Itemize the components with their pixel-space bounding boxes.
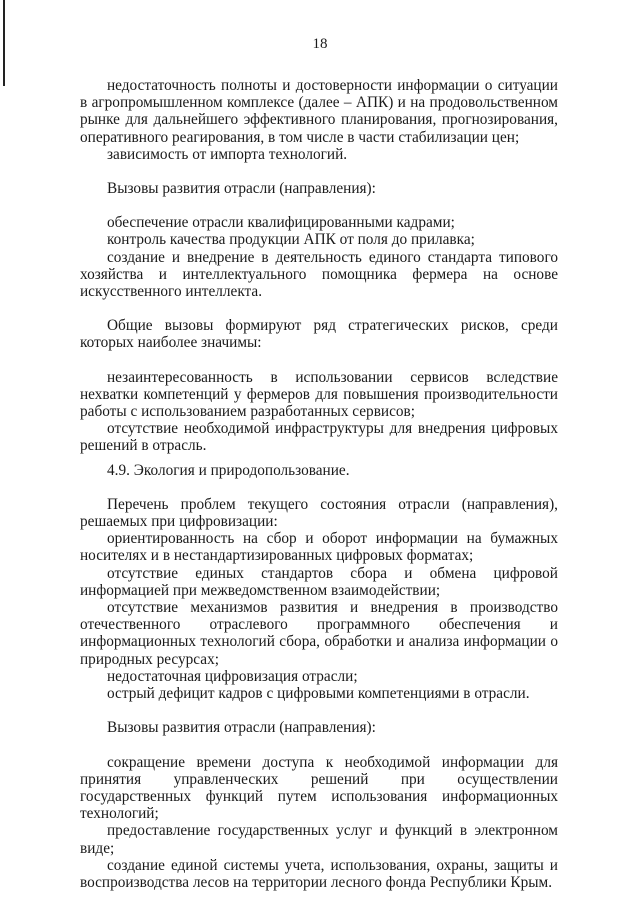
paragraph-forest-system: создание единой системы учета, использования, охраны, защиты и воспроизводства лесов на территории лесного фонда Республики Крым. [80,856,558,891]
paragraph-electronic-services: предоставление государственных услуг и функций в электронном виде; [80,822,558,857]
paragraph-qualified-staff: обеспечение отрасли квалифицированными кадрами; [107,214,455,232]
paragraph-lack-of-interest: незаинтересованность в использовании сервисов вследствие нехватки компетенций у фермеров для повышения производительности работы с использованием разработанных сервисов; [80,368,558,421]
page-number: 18 [312,36,328,52]
paragraph-insufficient-digitalization: недостаточная цифровизация отрасли; [107,667,358,685]
paragraph-problems-list: Перечень проблем текущего состояния отрасли (направления), решаемых при цифровизации: [80,495,558,531]
paragraph-paper-orientation: ориентированность на сбор и оборот информации на бумажных носителях и в нестандартизированных цифровых форматах; [80,530,558,565]
paragraph-access-time: сокращение времени доступа к необходимой информации для принятия управленческих решений при осуществлении государственных функций путем использования информационных технологий; [80,753,558,823]
section-heading-ecology: 4.9. Экология и природопользование. [107,461,350,479]
paragraph-import-dependence: зависимость от импорта технологий. [107,145,348,163]
paragraph-strategic-risks: Общие вызовы формируют ряд стратегических рисков, среди которых наиболее значимы: [80,317,558,352]
paragraph-quality-control: контроль качества продукции АПК от поля до прилавка; [107,231,475,249]
paragraph-challenges-heading: Вызовы развития отрасли (направления): [107,180,376,198]
document-body [80,77,558,891]
paragraph-lack-of-infrastructure: отсутствие необходимой инфраструктуры для внедрения цифровых решений в отрасль. [80,420,558,455]
paragraph-challenges-heading-2: Вызовы развития отрасли (направления): [107,719,376,737]
paragraph-standard-creation: создание и внедрение в деятельность единого стандарта типового хозяйства и интеллектуального помощника фермера на основе искусственного интеллекта. [80,248,558,301]
paragraph-info-insufficiency: недостаточность полноты и достоверности информации о ситуации в агропромышленном комплексе (далее – АПК) и на продовольственном рынке для дальнейшего эффективного планирования, прогнозирования, оперативного реагирования, в том числе в части стабилизации цен; [80,77,558,146]
paragraph-no-mechanisms: отсутствие механизмов развития и внедрения в производство отечественного отраслевого программного обеспечения и информационных технологий сбора, обработки и анализа информации о природных ресурсах; [80,599,558,668]
paragraph-no-standards: отсутствие единых стандартов сбора и обмена цифровой информацией при межведомственном взаимодействии; [80,564,558,599]
paragraph-staff-deficit: острый дефицит кадров с цифровыми компетенциями в отрасли. [107,685,530,703]
